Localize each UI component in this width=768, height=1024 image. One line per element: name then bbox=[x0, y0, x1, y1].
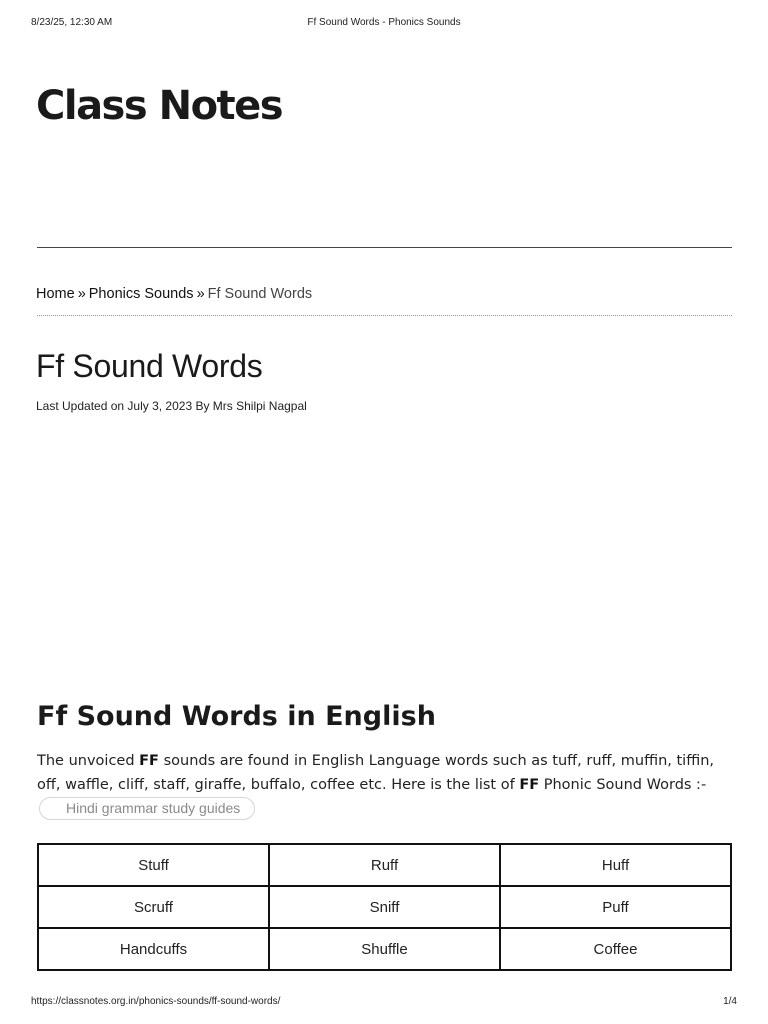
header-divider bbox=[37, 247, 732, 248]
print-datetime: 8/23/25, 12:30 AM bbox=[31, 17, 113, 28]
intro-text: Phonic Sound Words :- bbox=[539, 776, 707, 793]
print-page-number: 1/4 bbox=[723, 996, 737, 1007]
table-cell: Ruff bbox=[269, 844, 500, 886]
study-guides-pill-link[interactable]: Hindi grammar study guides bbox=[39, 797, 255, 820]
print-header bbox=[31, 17, 737, 31]
table-row bbox=[38, 928, 731, 970]
table-cell: Huff bbox=[500, 844, 731, 886]
breadcrumb-current: Ff Sound Words bbox=[207, 286, 313, 302]
print-document-title: Ff Sound Words - Phonics Sounds bbox=[307, 17, 461, 28]
breadcrumb-category-link[interactable]: Phonics Sounds bbox=[88, 286, 194, 302]
table-cell: Shuffle bbox=[269, 928, 500, 970]
section-heading: Ff Sound Words in English bbox=[37, 701, 436, 732]
table-cell: Sniff bbox=[269, 886, 500, 928]
print-url: https://classnotes.org.in/phonics-sounds/ff-sound-words/ bbox=[31, 996, 281, 1007]
words-table bbox=[37, 843, 732, 971]
table-cell: Scruff bbox=[38, 886, 269, 928]
table-cell: Handcuffs bbox=[38, 928, 269, 970]
table-cell: Coffee bbox=[500, 928, 731, 970]
intro-paragraph bbox=[37, 750, 732, 821]
intro-bold-term: FF bbox=[139, 753, 159, 769]
post-meta: Last Updated on July 3, 2023 By Mrs Shilpi Nagpal bbox=[36, 399, 307, 413]
table-cell: Stuff bbox=[38, 844, 269, 886]
breadcrumb-divider bbox=[37, 315, 732, 316]
intro-text: sounds are found in English Language words such as tuff, ruff, muffin, tiffin, off, waffle, cliff, staff, giraffe, buffalo, coffee etc. Here is the list of bbox=[37, 753, 715, 793]
intro-text: The unvoiced bbox=[37, 753, 140, 769]
post-title: Ff Sound Words bbox=[36, 348, 263, 384]
table-row bbox=[38, 886, 731, 928]
print-footer bbox=[31, 996, 737, 1010]
breadcrumb-separator: » bbox=[196, 286, 205, 302]
table-cell: Puff bbox=[500, 886, 731, 928]
breadcrumb-home-link[interactable]: Home bbox=[36, 286, 75, 302]
table-row bbox=[38, 844, 731, 886]
breadcrumb bbox=[36, 286, 312, 302]
site-title[interactable]: Class Notes bbox=[36, 83, 283, 129]
intro-bold-term: FF bbox=[519, 776, 540, 793]
breadcrumb-separator: » bbox=[77, 286, 86, 302]
